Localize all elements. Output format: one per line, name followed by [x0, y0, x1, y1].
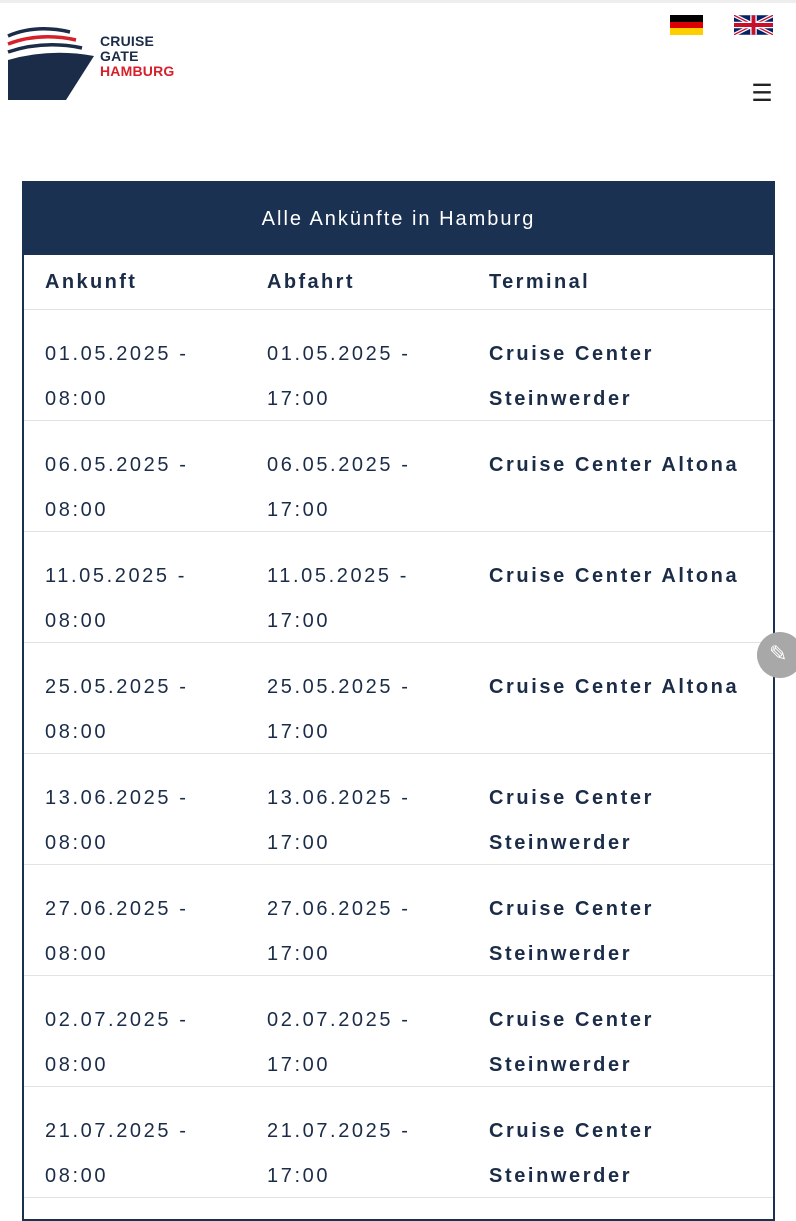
terminal-cell: Cruise Center Steinwerder: [489, 1009, 654, 1076]
arrival-cell: 06.05.2025 - 08:00: [45, 454, 189, 521]
cruise-gate-logo[interactable]: [6, 26, 186, 102]
departure-cell: 21.07.2025 - 17:00: [267, 1120, 411, 1187]
table-row: [24, 421, 773, 532]
ship-logo-icon: [6, 26, 96, 102]
table-row: [24, 310, 773, 421]
table-header-row: [24, 255, 773, 310]
uk-flag-icon[interactable]: [734, 15, 773, 35]
terminal-cell: Cruise Center Altona: [489, 565, 740, 587]
arrival-cell: 02.07.2025 - 08:00: [45, 1009, 189, 1076]
table-row: [24, 865, 773, 976]
terminal-cell: Cruise Center Altona: [489, 676, 740, 698]
departure-cell: 01.05.2025 - 17:00: [267, 343, 411, 410]
hamburger-menu-icon[interactable]: ☰: [751, 80, 773, 107]
table-row: [24, 976, 773, 1087]
de-flag-icon[interactable]: [670, 15, 703, 35]
header-terminal: Terminal: [489, 270, 591, 293]
edit-button[interactable]: [757, 632, 796, 678]
arrival-cell: 13.06.2025 - 08:00: [45, 787, 189, 854]
terminal-cell: Cruise Center Steinwerder: [489, 343, 654, 410]
table-row: [24, 754, 773, 865]
logo-line-1: CRUISE: [100, 33, 155, 49]
table-row: [24, 532, 773, 643]
terminal-cell: Cruise Center Altona: [489, 454, 740, 476]
departure-cell: 02.07.2025 - 17:00: [267, 1009, 411, 1076]
arrivals-table: [22, 181, 775, 1221]
arrival-cell: 27.06.2025 - 08:00: [45, 898, 189, 965]
logo-wordmark: [100, 34, 175, 79]
departure-cell: 13.06.2025 - 17:00: [267, 787, 411, 854]
top-border: [0, 0, 796, 3]
arrival-cell: 25.05.2025 - 08:00: [45, 676, 189, 743]
departure-cell: 25.05.2025 - 17:00: [267, 676, 411, 743]
table-title: Alle Ankünfte in Hamburg: [24, 183, 773, 255]
arrival-cell: 11.05.2025 - 08:00: [45, 565, 188, 632]
departure-cell: 27.06.2025 - 17:00: [267, 898, 411, 965]
logo-line-2: GATE: [100, 48, 139, 64]
header-arrival: Ankunft: [45, 270, 138, 293]
terminal-cell: Cruise Center Steinwerder: [489, 898, 654, 965]
pencil-icon: ✎: [769, 641, 788, 666]
logo-line-3: HAMBURG: [100, 63, 175, 79]
table-row: [24, 643, 773, 754]
terminal-cell: Cruise Center Steinwerder: [489, 1120, 654, 1187]
departure-cell: 06.05.2025 - 17:00: [267, 454, 411, 521]
table-row: [24, 1087, 773, 1198]
arrival-cell: 01.05.2025 - 08:00: [45, 343, 189, 410]
header-departure: Abfahrt: [267, 270, 355, 293]
terminal-cell: Cruise Center Steinwerder: [489, 787, 654, 854]
arrival-cell: 21.07.2025 - 08:00: [45, 1120, 189, 1187]
departure-cell: 11.05.2025 - 17:00: [267, 565, 410, 632]
